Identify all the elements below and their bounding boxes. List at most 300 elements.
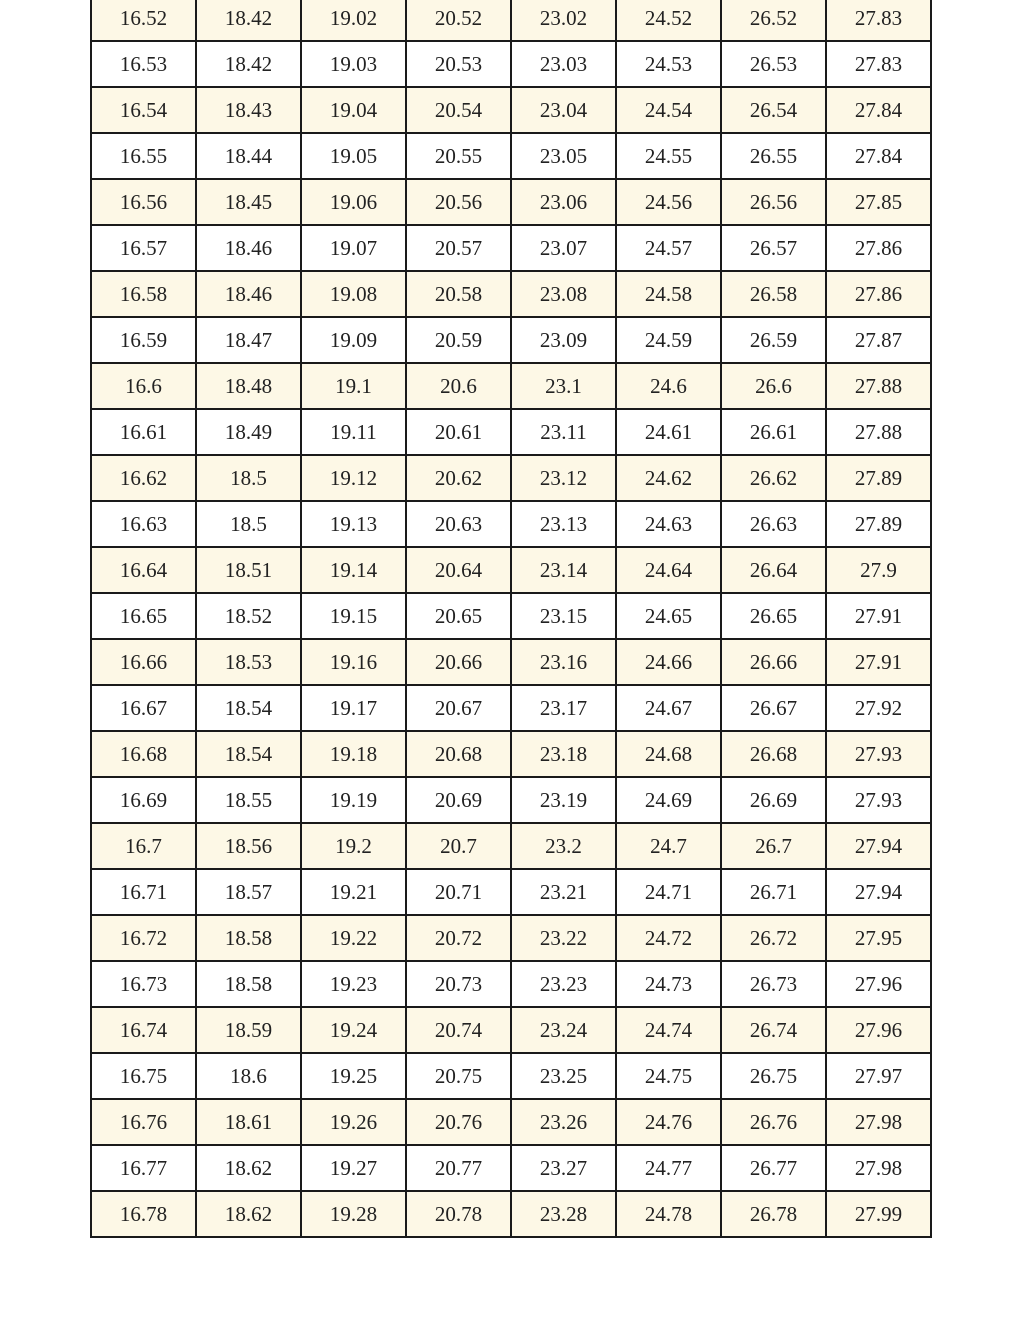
cell-value: 27.9 — [860, 558, 897, 582]
cell-value: 27.85 — [854, 190, 903, 214]
cell-value: 16.52 — [119, 6, 168, 30]
cell-value: 20.78 — [434, 1202, 483, 1226]
table-cell — [511, 869, 616, 915]
cell-value: 26.7 — [755, 834, 792, 858]
cell-value: 24.73 — [644, 972, 693, 996]
table-cell — [511, 1099, 616, 1145]
table-cell — [301, 409, 406, 455]
table-row — [91, 1191, 931, 1237]
cell-value: 16.56 — [119, 190, 168, 214]
table-cell — [406, 547, 511, 593]
data-table-container — [90, 0, 930, 1238]
cell-value: 24.78 — [644, 1202, 693, 1226]
cell-value: 19.22 — [329, 926, 378, 950]
cell-value: 18.5 — [230, 466, 267, 490]
cell-value: 26.56 — [749, 190, 798, 214]
table-cell — [616, 961, 721, 1007]
table-cell — [91, 961, 196, 1007]
cell-value: 20.66 — [434, 650, 483, 674]
cell-value: 27.83 — [854, 6, 903, 30]
table-cell — [616, 409, 721, 455]
table-cell — [406, 639, 511, 685]
cell-value: 19.21 — [329, 880, 378, 904]
table-cell — [91, 1145, 196, 1191]
table-cell — [616, 1053, 721, 1099]
cell-value: 20.62 — [434, 466, 483, 490]
table-cell — [91, 823, 196, 869]
cell-value: 24.63 — [644, 512, 693, 536]
cell-value: 16.57 — [119, 236, 168, 260]
cell-value: 18.42 — [224, 52, 273, 76]
cell-value: 20.68 — [434, 742, 483, 766]
table-cell — [301, 1099, 406, 1145]
table-cell — [196, 179, 301, 225]
table-row — [91, 41, 931, 87]
cell-value: 23.18 — [539, 742, 588, 766]
table-cell — [301, 41, 406, 87]
cell-value: 26.53 — [749, 52, 798, 76]
cell-value: 20.69 — [434, 788, 483, 812]
cell-value: 24.72 — [644, 926, 693, 950]
table-cell — [826, 317, 931, 363]
cell-value: 26.64 — [749, 558, 798, 582]
cell-value: 16.59 — [119, 328, 168, 352]
table-cell — [196, 961, 301, 1007]
table-cell — [826, 731, 931, 777]
table-cell — [511, 1191, 616, 1237]
table-cell — [406, 961, 511, 1007]
cell-value: 23.16 — [539, 650, 588, 674]
table-cell — [721, 777, 826, 823]
table-cell — [91, 639, 196, 685]
table-cell — [616, 731, 721, 777]
cell-value: 26.62 — [749, 466, 798, 490]
cell-value: 18.52 — [224, 604, 273, 628]
table-cell — [826, 133, 931, 179]
cell-value: 19.25 — [329, 1064, 378, 1088]
table-cell — [301, 547, 406, 593]
table-cell — [301, 1145, 406, 1191]
cell-value: 23.09 — [539, 328, 588, 352]
table-cell — [301, 777, 406, 823]
cell-value: 16.72 — [119, 926, 168, 950]
table-cell — [721, 41, 826, 87]
table-cell — [826, 179, 931, 225]
table-cell — [301, 639, 406, 685]
table-cell — [196, 363, 301, 409]
table-cell — [196, 685, 301, 731]
cell-value: 20.57 — [434, 236, 483, 260]
cell-value: 18.56 — [224, 834, 273, 858]
cell-value: 23.21 — [539, 880, 588, 904]
table-cell — [616, 225, 721, 271]
cell-value: 20.63 — [434, 512, 483, 536]
table-cell — [511, 179, 616, 225]
cell-value: 23.22 — [539, 926, 588, 950]
cell-value: 20.53 — [434, 52, 483, 76]
cell-value: 16.68 — [119, 742, 168, 766]
table-cell — [91, 1007, 196, 1053]
table-cell — [721, 179, 826, 225]
table-row — [91, 961, 931, 1007]
cell-value: 19.08 — [329, 282, 378, 306]
table-cell — [511, 593, 616, 639]
table-cell — [826, 41, 931, 87]
table-cell — [196, 869, 301, 915]
cell-value: 20.55 — [434, 144, 483, 168]
cell-value: 20.58 — [434, 282, 483, 306]
table-cell — [301, 685, 406, 731]
table-cell — [826, 455, 931, 501]
cell-value: 24.57 — [644, 236, 693, 260]
table-cell — [196, 41, 301, 87]
table-cell — [91, 0, 196, 41]
cell-value: 20.64 — [434, 558, 483, 582]
cell-value: 23.23 — [539, 972, 588, 996]
cell-value: 20.73 — [434, 972, 483, 996]
cell-value: 23.28 — [539, 1202, 588, 1226]
cell-value: 24.7 — [650, 834, 687, 858]
table-cell — [616, 547, 721, 593]
table-cell — [721, 961, 826, 1007]
table-row — [91, 777, 931, 823]
cell-value: 26.52 — [749, 6, 798, 30]
cell-value: 16.78 — [119, 1202, 168, 1226]
cell-value: 26.59 — [749, 328, 798, 352]
table-cell — [616, 317, 721, 363]
cell-value: 24.6 — [650, 374, 687, 398]
cell-value: 23.07 — [539, 236, 588, 260]
cell-value: 16.53 — [119, 52, 168, 76]
table-cell — [196, 777, 301, 823]
cell-value: 26.66 — [749, 650, 798, 674]
table-cell — [301, 731, 406, 777]
table-row — [91, 639, 931, 685]
table-cell — [91, 455, 196, 501]
cell-value: 18.45 — [224, 190, 273, 214]
cell-value: 18.51 — [224, 558, 273, 582]
table-cell — [406, 823, 511, 869]
cell-value: 20.54 — [434, 98, 483, 122]
cell-value: 24.71 — [644, 880, 693, 904]
cell-value: 27.96 — [854, 972, 903, 996]
cell-value: 24.75 — [644, 1064, 693, 1088]
table-cell — [301, 87, 406, 133]
cell-value: 24.56 — [644, 190, 693, 214]
table-cell — [91, 869, 196, 915]
table-cell — [616, 593, 721, 639]
table-cell — [616, 915, 721, 961]
table-row — [91, 179, 931, 225]
table-cell — [406, 317, 511, 363]
cell-value: 24.74 — [644, 1018, 693, 1042]
table-cell — [406, 1053, 511, 1099]
cell-value: 16.7 — [125, 834, 162, 858]
table-cell — [721, 363, 826, 409]
cell-value: 23.03 — [539, 52, 588, 76]
cell-value: 27.86 — [854, 236, 903, 260]
table-cell — [511, 501, 616, 547]
table-cell — [196, 731, 301, 777]
table-cell — [196, 225, 301, 271]
cell-value: 19.1 — [335, 374, 372, 398]
cell-value: 26.73 — [749, 972, 798, 996]
cell-value: 19.04 — [329, 98, 378, 122]
cell-value: 16.77 — [119, 1156, 168, 1180]
cell-value: 20.59 — [434, 328, 483, 352]
table-cell — [721, 547, 826, 593]
table-cell — [196, 639, 301, 685]
cell-value: 24.76 — [644, 1110, 693, 1134]
cell-value: 27.97 — [854, 1064, 903, 1088]
cell-value: 24.58 — [644, 282, 693, 306]
cell-value: 23.25 — [539, 1064, 588, 1088]
cell-value: 19.12 — [329, 466, 378, 490]
cell-value: 18.47 — [224, 328, 273, 352]
table-cell — [196, 593, 301, 639]
table-cell — [616, 1099, 721, 1145]
cell-value: 26.74 — [749, 1018, 798, 1042]
table-cell — [301, 455, 406, 501]
table-row — [91, 363, 931, 409]
table-row — [91, 869, 931, 915]
cell-value: 18.6 — [230, 1064, 267, 1088]
cell-value: 20.52 — [434, 6, 483, 30]
table-cell — [616, 1007, 721, 1053]
table-cell — [406, 0, 511, 41]
table-cell — [721, 915, 826, 961]
cell-value: 27.92 — [854, 696, 903, 720]
table-cell — [91, 1099, 196, 1145]
cell-value: 24.61 — [644, 420, 693, 444]
cell-value: 18.58 — [224, 926, 273, 950]
cell-value: 24.53 — [644, 52, 693, 76]
cell-value: 20.67 — [434, 696, 483, 720]
table-cell — [721, 0, 826, 41]
table-cell — [511, 455, 616, 501]
table-cell — [511, 1007, 616, 1053]
table-cell — [406, 271, 511, 317]
cell-value: 19.05 — [329, 144, 378, 168]
data-table — [90, 0, 932, 1238]
table-cell — [196, 271, 301, 317]
table-cell — [511, 1145, 616, 1191]
table-cell — [511, 731, 616, 777]
table-cell — [196, 1053, 301, 1099]
table-row — [91, 547, 931, 593]
table-cell — [616, 639, 721, 685]
table-cell — [91, 777, 196, 823]
table-cell — [616, 363, 721, 409]
table-row — [91, 685, 931, 731]
cell-value: 18.62 — [224, 1202, 273, 1226]
table-cell — [511, 961, 616, 1007]
table-cell — [91, 501, 196, 547]
cell-value: 27.86 — [854, 282, 903, 306]
table-cell — [406, 133, 511, 179]
table-cell — [406, 869, 511, 915]
table-cell — [196, 1191, 301, 1237]
table-cell — [826, 225, 931, 271]
table-cell — [91, 1191, 196, 1237]
table-cell — [721, 225, 826, 271]
cell-value: 26.65 — [749, 604, 798, 628]
table-cell — [721, 501, 826, 547]
cell-value: 16.54 — [119, 98, 168, 122]
cell-value: 20.61 — [434, 420, 483, 444]
cell-value: 18.46 — [224, 282, 273, 306]
table-cell — [511, 777, 616, 823]
table-cell — [196, 455, 301, 501]
cell-value: 18.53 — [224, 650, 273, 674]
cell-value: 27.93 — [854, 742, 903, 766]
cell-value: 24.62 — [644, 466, 693, 490]
table-cell — [616, 685, 721, 731]
cell-value: 26.61 — [749, 420, 798, 444]
table-cell — [91, 915, 196, 961]
cell-value: 23.27 — [539, 1156, 588, 1180]
cell-value: 16.71 — [119, 880, 168, 904]
table-cell — [616, 777, 721, 823]
cell-value: 26.57 — [749, 236, 798, 260]
table-cell — [91, 363, 196, 409]
table-cell — [511, 409, 616, 455]
cell-value: 26.75 — [749, 1064, 798, 1088]
table-cell — [721, 1145, 826, 1191]
cell-value: 24.66 — [644, 650, 693, 674]
table-row — [91, 1145, 931, 1191]
cell-value: 20.65 — [434, 604, 483, 628]
table-cell — [721, 1191, 826, 1237]
cell-value: 16.55 — [119, 144, 168, 168]
table-cell — [196, 133, 301, 179]
cell-value: 18.46 — [224, 236, 273, 260]
cell-value: 23.05 — [539, 144, 588, 168]
table-cell — [301, 317, 406, 363]
cell-value: 18.48 — [224, 374, 273, 398]
table-cell — [616, 455, 721, 501]
table-cell — [91, 409, 196, 455]
cell-value: 19.17 — [329, 696, 378, 720]
table-cell — [196, 823, 301, 869]
table-cell — [826, 1053, 931, 1099]
cell-value: 19.16 — [329, 650, 378, 674]
table-cell — [301, 225, 406, 271]
cell-value: 27.84 — [854, 144, 903, 168]
cell-value: 19.24 — [329, 1018, 378, 1042]
cell-value: 26.63 — [749, 512, 798, 536]
table-cell — [196, 409, 301, 455]
cell-value: 27.84 — [854, 98, 903, 122]
table-cell — [826, 501, 931, 547]
cell-value: 27.95 — [854, 926, 903, 950]
table-cell — [616, 41, 721, 87]
table-body — [91, 0, 931, 1237]
cell-value: 26.71 — [749, 880, 798, 904]
cell-value: 19.15 — [329, 604, 378, 628]
cell-value: 23.14 — [539, 558, 588, 582]
cell-value: 16.75 — [119, 1064, 168, 1088]
table-cell — [721, 593, 826, 639]
cell-value: 26.77 — [749, 1156, 798, 1180]
table-cell — [301, 133, 406, 179]
cell-value: 24.65 — [644, 604, 693, 628]
cell-value: 19.27 — [329, 1156, 378, 1180]
table-cell — [301, 501, 406, 547]
cell-value: 16.62 — [119, 466, 168, 490]
table-cell — [91, 593, 196, 639]
cell-value: 19.13 — [329, 512, 378, 536]
table-cell — [301, 869, 406, 915]
cell-value: 20.72 — [434, 926, 483, 950]
table-cell — [721, 1007, 826, 1053]
table-cell — [616, 271, 721, 317]
table-cell — [301, 179, 406, 225]
table-cell — [826, 823, 931, 869]
table-cell — [301, 593, 406, 639]
table-cell — [826, 1145, 931, 1191]
table-cell — [196, 915, 301, 961]
cell-value: 24.64 — [644, 558, 693, 582]
cell-value: 24.59 — [644, 328, 693, 352]
cell-value: 19.19 — [329, 788, 378, 812]
cell-value: 18.59 — [224, 1018, 273, 1042]
cell-value: 27.87 — [854, 328, 903, 352]
table-cell — [826, 777, 931, 823]
cell-value: 20.75 — [434, 1064, 483, 1088]
cell-value: 27.83 — [854, 52, 903, 76]
cell-value: 16.65 — [119, 604, 168, 628]
cell-value: 16.61 — [119, 420, 168, 444]
table-cell — [196, 0, 301, 41]
table-row — [91, 87, 931, 133]
cell-value: 27.93 — [854, 788, 903, 812]
table-row — [91, 501, 931, 547]
cell-value: 23.13 — [539, 512, 588, 536]
table-cell — [721, 455, 826, 501]
cell-value: 23.26 — [539, 1110, 588, 1134]
table-cell — [91, 685, 196, 731]
table-row — [91, 317, 931, 363]
table-cell — [616, 179, 721, 225]
cell-value: 23.2 — [545, 834, 582, 858]
cell-value: 16.76 — [119, 1110, 168, 1134]
table-cell — [826, 593, 931, 639]
cell-value: 24.54 — [644, 98, 693, 122]
cell-value: 19.07 — [329, 236, 378, 260]
cell-value: 18.54 — [224, 742, 273, 766]
table-cell — [301, 363, 406, 409]
table-cell — [91, 1053, 196, 1099]
table-cell — [301, 823, 406, 869]
table-cell — [511, 363, 616, 409]
table-cell — [301, 1053, 406, 1099]
table-cell — [616, 0, 721, 41]
table-cell — [511, 271, 616, 317]
table-cell — [196, 501, 301, 547]
table-cell — [196, 1145, 301, 1191]
table-cell — [826, 961, 931, 1007]
cell-value: 19.06 — [329, 190, 378, 214]
table-cell — [406, 41, 511, 87]
cell-value: 18.44 — [224, 144, 273, 168]
table-cell — [721, 731, 826, 777]
table-row — [91, 409, 931, 455]
cell-value: 27.89 — [854, 466, 903, 490]
cell-value: 24.55 — [644, 144, 693, 168]
table-cell — [616, 869, 721, 915]
table-cell — [301, 271, 406, 317]
